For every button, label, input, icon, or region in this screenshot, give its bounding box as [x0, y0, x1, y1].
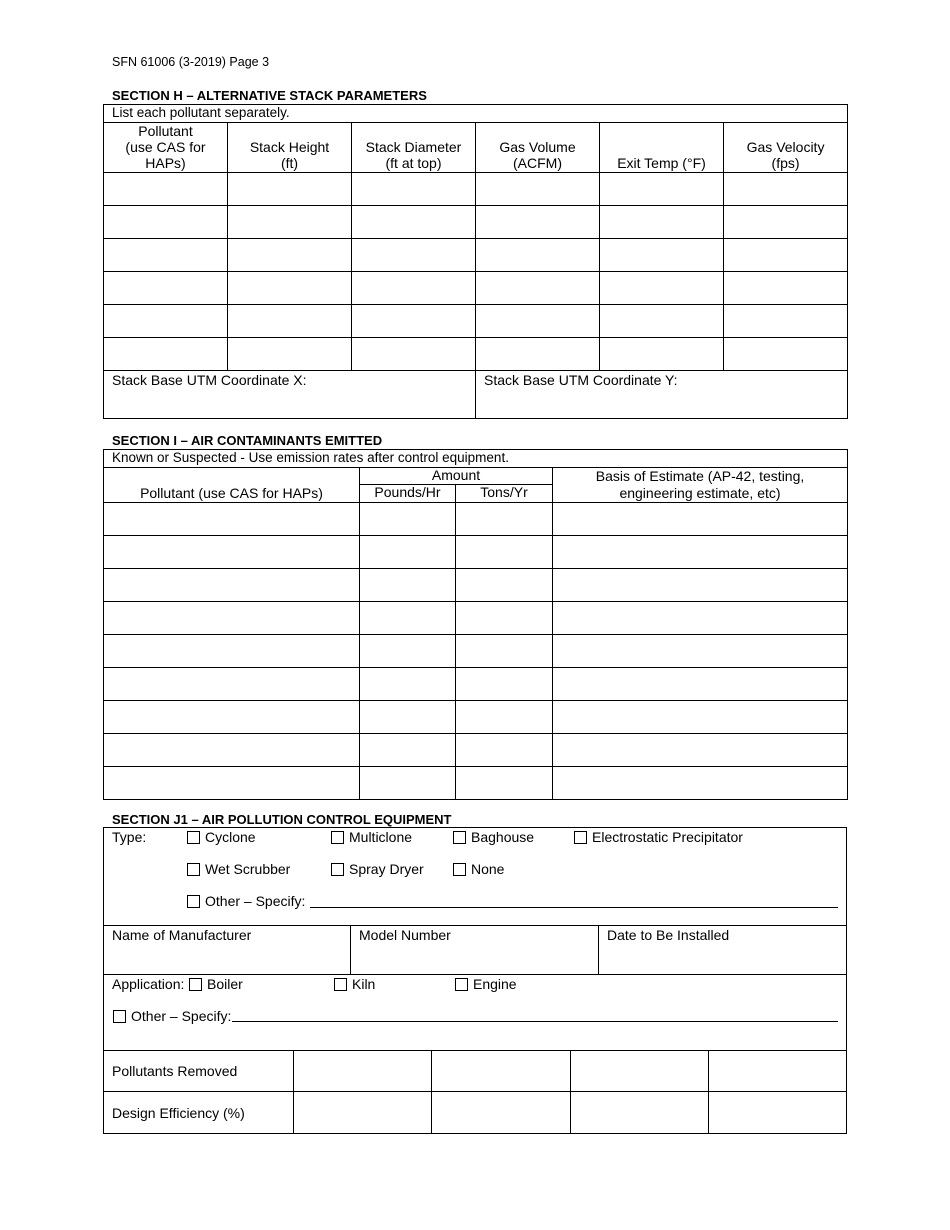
- input-cell[interactable]: [104, 767, 360, 800]
- divider: [431, 1050, 432, 1134]
- input-cell[interactable]: [600, 239, 724, 272]
- input-cell[interactable]: [476, 206, 600, 239]
- input-cell[interactable]: [553, 503, 848, 536]
- input-cell[interactable]: [360, 701, 456, 734]
- input-cell[interactable]: [553, 668, 848, 701]
- other-type-specify-line[interactable]: [310, 907, 838, 908]
- divider: [103, 925, 847, 926]
- input-cell[interactable]: [104, 239, 228, 272]
- input-cell[interactable]: [228, 338, 352, 371]
- table-row: [104, 734, 848, 767]
- divider: [293, 1050, 294, 1134]
- col-pollutant: Pollutant (use CAS for HAPs): [104, 123, 228, 173]
- input-cell[interactable]: [360, 635, 456, 668]
- input-cell[interactable]: [360, 503, 456, 536]
- utm-x-label: Stack Base UTM Coordinate X:: [112, 372, 307, 388]
- col-exit-temp: Exit Temp (°F): [600, 123, 724, 173]
- input-cell[interactable]: [456, 668, 553, 701]
- input-cell[interactable]: [553, 734, 848, 767]
- col-stack-diameter: Stack Diameter (ft at top): [352, 123, 476, 173]
- input-cell[interactable]: [104, 602, 360, 635]
- esp-checkbox[interactable]: [574, 831, 587, 844]
- table-row: [104, 272, 848, 305]
- table-row: [104, 668, 848, 701]
- input-cell[interactable]: [600, 338, 724, 371]
- table-row: [104, 239, 848, 272]
- input-cell[interactable]: [360, 536, 456, 569]
- input-cell[interactable]: [352, 206, 476, 239]
- multiclone-checkbox[interactable]: [331, 831, 344, 844]
- input-cell[interactable]: [104, 338, 228, 371]
- model-number-label: Model Number: [359, 927, 451, 943]
- baghouse-checkbox[interactable]: [453, 831, 466, 844]
- table-row: [104, 206, 848, 239]
- input-cell[interactable]: [104, 536, 360, 569]
- input-cell[interactable]: [104, 569, 360, 602]
- input-cell[interactable]: [600, 272, 724, 305]
- divider: [570, 1050, 571, 1134]
- boiler-checkbox[interactable]: [189, 978, 202, 991]
- input-cell[interactable]: [724, 206, 848, 239]
- input-cell[interactable]: [553, 536, 848, 569]
- input-cell[interactable]: [476, 239, 600, 272]
- section-h-header-row: [104, 123, 848, 173]
- input-cell[interactable]: [600, 305, 724, 338]
- input-cell[interactable]: [360, 767, 456, 800]
- input-cell[interactable]: [104, 173, 228, 206]
- input-cell[interactable]: [476, 272, 600, 305]
- spray-dryer-checkbox[interactable]: [331, 863, 344, 876]
- input-cell[interactable]: [352, 305, 476, 338]
- input-cell[interactable]: [228, 206, 352, 239]
- table-row: [104, 536, 848, 569]
- divider: [103, 1050, 847, 1051]
- input-cell[interactable]: [456, 602, 553, 635]
- input-cell[interactable]: [352, 173, 476, 206]
- manufacturer-label: Name of Manufacturer: [112, 927, 252, 943]
- input-cell[interactable]: [456, 569, 553, 602]
- table-row: [104, 338, 848, 371]
- none-checkbox[interactable]: [453, 863, 466, 876]
- section-i-title: SECTION I – AIR CONTAMINANTS EMITTED: [112, 433, 383, 448]
- utm-x-field[interactable]: [104, 371, 476, 419]
- input-cell[interactable]: [553, 635, 848, 668]
- input-cell[interactable]: [600, 206, 724, 239]
- col-basis-of-estimate: Basis of Estimate (AP-42, testing, engineering estimate, etc): [553, 468, 848, 503]
- section-h-title: SECTION H – ALTERNATIVE STACK PARAMETERS: [112, 88, 427, 103]
- input-cell[interactable]: [104, 503, 360, 536]
- input-cell[interactable]: [104, 206, 228, 239]
- input-cell[interactable]: [724, 272, 848, 305]
- utm-row: [104, 371, 848, 419]
- input-cell[interactable]: [456, 536, 553, 569]
- input-cell[interactable]: [360, 602, 456, 635]
- design-efficiency-label: Design Efficiency (%): [112, 1105, 245, 1121]
- col-gas-velocity: Gas Velocity (fps): [724, 123, 848, 173]
- divider: [708, 1050, 709, 1134]
- section-h-note: List each pollutant separately.: [104, 105, 848, 123]
- input-cell[interactable]: [456, 701, 553, 734]
- input-cell[interactable]: [104, 701, 360, 734]
- engine-checkbox[interactable]: [455, 978, 468, 991]
- input-cell[interactable]: [724, 173, 848, 206]
- section-i-note: Known or Suspected - Use emission rates after control equipment.: [104, 450, 848, 468]
- input-cell[interactable]: [476, 173, 600, 206]
- section-i-header-row-1: [104, 468, 848, 485]
- input-cell[interactable]: [476, 305, 600, 338]
- application-option-kiln[interactable]: Kiln: [334, 976, 375, 992]
- kiln-checkbox[interactable]: [334, 978, 347, 991]
- wet-scrubber-checkbox[interactable]: [187, 863, 200, 876]
- input-cell[interactable]: [228, 173, 352, 206]
- application-option-engine[interactable]: Engine: [455, 976, 517, 992]
- other-application-specify-line[interactable]: [232, 1021, 838, 1022]
- page-header: SFN 61006 (3-2019) Page 3: [112, 55, 270, 69]
- application-label: Application:: [112, 976, 185, 992]
- pollutants-removed-label: Pollutants Removed: [112, 1063, 238, 1079]
- type-option-esp[interactable]: Electrostatic Precipitator: [574, 829, 743, 845]
- input-cell[interactable]: [456, 767, 553, 800]
- input-cell[interactable]: [724, 305, 848, 338]
- section-h-table: [103, 104, 848, 419]
- input-cell[interactable]: [104, 305, 228, 338]
- input-cell[interactable]: [360, 668, 456, 701]
- application-option-other[interactable]: Other – Specify:: [113, 1008, 231, 1024]
- divider: [103, 974, 847, 975]
- section-i-table: [103, 449, 848, 800]
- table-row: [104, 635, 848, 668]
- table-row: [104, 569, 848, 602]
- input-cell[interactable]: [360, 569, 456, 602]
- divider: [598, 925, 599, 974]
- other-type-checkbox[interactable]: [187, 895, 200, 908]
- input-cell[interactable]: [228, 305, 352, 338]
- input-cell[interactable]: [360, 734, 456, 767]
- input-cell[interactable]: [352, 272, 476, 305]
- input-cell[interactable]: [104, 635, 360, 668]
- input-cell[interactable]: [724, 239, 848, 272]
- type-option-spray-dryer[interactable]: Spray Dryer: [331, 861, 424, 877]
- table-row: [104, 701, 848, 734]
- col-amount: Amount: [360, 468, 553, 485]
- input-cell[interactable]: [456, 503, 553, 536]
- input-cell[interactable]: [724, 338, 848, 371]
- table-row: [104, 602, 848, 635]
- type-option-multiclone[interactable]: Multiclone: [331, 829, 412, 845]
- input-cell[interactable]: [553, 602, 848, 635]
- input-cell[interactable]: [553, 569, 848, 602]
- type-option-none[interactable]: None: [453, 861, 504, 877]
- table-row: [104, 305, 848, 338]
- col-gas-volume: Gas Volume (ACFM): [476, 123, 600, 173]
- cyclone-checkbox[interactable]: [187, 831, 200, 844]
- input-cell[interactable]: [456, 635, 553, 668]
- input-cell[interactable]: [228, 272, 352, 305]
- input-cell[interactable]: [476, 338, 600, 371]
- table-row: [104, 503, 848, 536]
- input-cell[interactable]: [104, 272, 228, 305]
- divider: [103, 1091, 847, 1092]
- date-installed-label: Date to Be Installed: [607, 927, 730, 943]
- type-label: Type:: [112, 829, 147, 845]
- utm-y-label: Stack Base UTM Coordinate Y:: [484, 372, 678, 388]
- input-cell[interactable]: [553, 767, 848, 800]
- section-j1-title: SECTION J1 – AIR POLLUTION CONTROL EQUIPMENT: [112, 812, 452, 827]
- input-cell[interactable]: [228, 239, 352, 272]
- divider: [350, 925, 351, 974]
- input-cell[interactable]: [104, 668, 360, 701]
- input-cell[interactable]: [600, 173, 724, 206]
- col-stack-height: Stack Height (ft): [228, 123, 352, 173]
- input-cell[interactable]: [456, 734, 553, 767]
- type-option-baghouse[interactable]: Baghouse: [453, 829, 534, 845]
- input-cell[interactable]: [352, 239, 476, 272]
- utm-y-field[interactable]: [476, 371, 848, 419]
- application-option-boiler[interactable]: Boiler: [189, 976, 243, 992]
- input-cell[interactable]: [553, 701, 848, 734]
- type-option-other[interactable]: Other – Specify:: [187, 893, 305, 909]
- table-row: [104, 767, 848, 800]
- col-pounds-hr: Pounds/Hr: [360, 484, 456, 502]
- col-pollutant-cas: Pollutant (use CAS for HAPs): [104, 468, 360, 503]
- type-option-wet-scrubber[interactable]: Wet Scrubber: [187, 861, 290, 877]
- table-row: [104, 173, 848, 206]
- col-tons-yr: Tons/Yr: [456, 484, 553, 502]
- input-cell[interactable]: [352, 338, 476, 371]
- other-application-checkbox[interactable]: [113, 1010, 126, 1023]
- input-cell[interactable]: [104, 734, 360, 767]
- type-option-cyclone[interactable]: Cyclone: [187, 829, 256, 845]
